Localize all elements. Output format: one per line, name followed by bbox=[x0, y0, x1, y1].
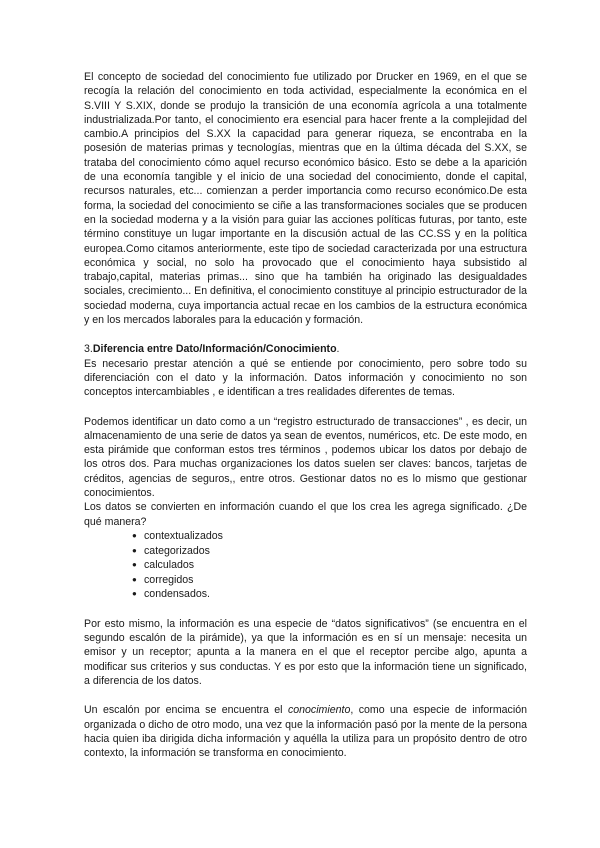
list-item: ● corregidos bbox=[132, 573, 194, 586]
difference-paragraph: Es necesario prestar atención a qué se entiende por conocimiento, pero sobre todo su diferenciación con el dato y la información. Datos información y conocimiento no son conceptos intercambiables , e identifican a tres realidades diferentes de temas. bbox=[84, 357, 527, 399]
bullet-icon: ● bbox=[132, 545, 137, 555]
intro-paragraph: El concepto de sociedad del conocimiento fue utilizado por Drucker en 1969, en el que se recogía la relación del conocimiento en toda actividad, especialmente la económica en el S.VIII Y S.XIX, donde se produjo la transición de una economía agrícola a una totalmente industrializada.Por tanto, el conocimiento era esencial para hacer frente a la complejidad del cambio.A principios del S.XX la capacidad para generar riqueza, se encontraba en la posesión de materias primas y tecnologías, mientras que en la última década del S.XX, se trataba del conocimiento cómo aquel recurso económico básico. Esto se debe a la aparición de una economía tangible y el inicio de una sociedad del conocimiento, donde el capital, recursos naturales, etc... comienzan a perder importancia como recurso económico.De esta forma, la sociedad del conocimiento se ciñe a las transformaciones sociales que se producen en la sociedad moderna y a la visión para guiar las acciones políticas futuras, por tanto, este término constituye un lugar importante en la discusión actual de las CC.SS y en la política europea.Como citamos anteriormente, este tipo de sociedad caracterizada por una estructura económica y social, no solo ha provocado que el conocimiento haya subsistido al trabajo,capital, materias primas... sino que ha también ha originado las desigualdades sociales, crecimiento... En definitiva, el conocimiento constituye al principio estructurador de la sociedad moderna, cuya importancia actual recae en los cambios de la estructura económica y en los mercados laborales para la educación y formación. bbox=[84, 71, 527, 327]
list-item: ● condensados. bbox=[132, 588, 210, 601]
data-definition-paragraph: Podemos identificar un dato como a un “registro estructurado de transacciones” , es decir, un almacenamiento de una serie de datos ya sean de eventos, numéricos, etc. De este modo, en esta pirámide que conforman estos tres términos , podemos ubicar los datos por debajo de los otros dos. Para muchas organizaciones los datos suelen ser claves: bancos, tarjetas de créditos, agencias de seguros,, entre otros. Gestionar datos no es lo mismo que gestionar conocimientos. bbox=[84, 415, 527, 500]
list-item: ● calculados bbox=[132, 559, 195, 572]
bullet-list bbox=[84, 529, 527, 602]
list-item: ● categorizados bbox=[132, 544, 210, 557]
list-item: ● contextualizados bbox=[132, 529, 223, 542]
section-number: 3. bbox=[84, 343, 93, 356]
section-title: Diferencia entre Dato/Información/Conocimiento bbox=[92, 343, 337, 356]
section-heading bbox=[84, 342, 527, 356]
information-question-paragraph: Los datos se convierten en información cuando el que los crea les agrega significado. ¿De qué manera? bbox=[84, 501, 527, 528]
bullet-icon: ● bbox=[132, 560, 137, 570]
bullet-icon: ● bbox=[132, 574, 137, 584]
knowledge-term: conocimiento bbox=[287, 704, 351, 717]
bullet-icon: ● bbox=[132, 530, 137, 540]
section-heading-period: . bbox=[336, 343, 340, 356]
knowledge-paragraph: Un escalón por encima se encuentra el conocimiento, como una especie de información organizada o dicho de otro modo, una vez que la información pasó por la mente de la persona hacia quien iba dirigida dicha información y aquélla la utiliza para un propósito dentro de otro contexto, la información se transforma en conocimiento. bbox=[84, 704, 527, 760]
document-page bbox=[84, 70, 527, 761]
information-paragraph: Por esto mismo, la información es una especie de “datos significativos” (se encuentra en el segundo escalón de la pirámide), ya que la información es en sí un mensaje: necesita un emisor y un receptor; apunta a la manera en el que el receptor percibe algo, apunta a modificar sus criterios y sus conductas. Y es por esto que la información tiene un significado, a diferencia de los datos. bbox=[84, 617, 527, 688]
bullet-icon: ● bbox=[132, 589, 137, 599]
